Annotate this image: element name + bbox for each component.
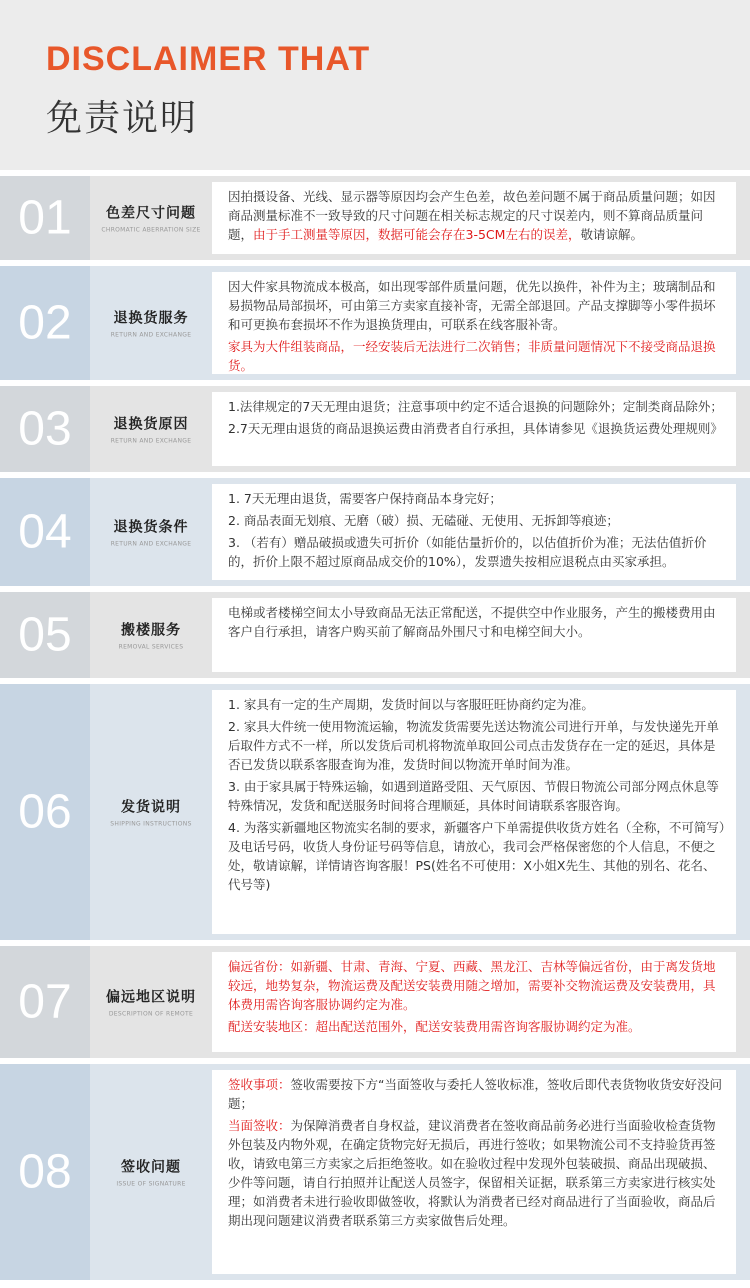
paragraph bbox=[228, 695, 726, 714]
section-label bbox=[96, 620, 206, 651]
section-title: 色差尺寸问题 bbox=[106, 205, 196, 222]
paragraph bbox=[228, 489, 726, 508]
paragraph bbox=[228, 397, 726, 416]
title-cn: 免责说明 bbox=[46, 98, 199, 139]
section-subtitle: CHROMATIC ABERRATION SIZE bbox=[101, 226, 201, 234]
section-number: 08 bbox=[18, 1145, 72, 1199]
section-label bbox=[96, 203, 206, 234]
section-subtitle: RETURN AND EXCHANGE bbox=[110, 437, 192, 445]
section-05 bbox=[0, 592, 750, 678]
section-content bbox=[212, 392, 736, 466]
section-subtitle: RETURN AND EXCHANGE bbox=[110, 540, 192, 548]
header bbox=[0, 0, 750, 170]
body-text: 电梯或者楼梯空间太小导致商品无法正常配送，不提供空中作业服务，产生的搬楼费用由客户自行承担，请客户购买前了解商品外围尺寸和电梯空间大小。 bbox=[228, 605, 716, 639]
paragraph bbox=[228, 957, 726, 1014]
title-en: DISCLAIMER THAT bbox=[46, 40, 371, 78]
section-number: 05 bbox=[18, 608, 72, 662]
paragraph bbox=[228, 187, 726, 244]
section-label bbox=[96, 797, 206, 828]
section-number: 04 bbox=[18, 505, 72, 559]
body-text: 1.法律规定的7天无理由退货；注意事项中约定不适合退换的问题除外；定制类商品除外； bbox=[228, 399, 723, 414]
section-subtitle: SHIPPING INSTRUCTIONS bbox=[110, 820, 192, 828]
section-title: 退换货服务 bbox=[113, 310, 189, 327]
highlight-text: 偏远省份：如新疆、甘肃、青海、宁夏、西藏、黑龙江、吉林等偏远省份，由于离发货地较远，地势复杂，物流运费及配送安装费用随之增加，需要补交物流运费及安装费用，具体费用需咨询客服协调约定为准。 bbox=[228, 959, 716, 1012]
section-number-column bbox=[0, 176, 90, 260]
body-text: 因拍摄设备、光线、显示器等原因均会产生色差，故色差问题不属于商品质量问题；如因商品测量标准不一致导致的尺寸问题在相关标志规定的尺寸误差内，则不算商品质量问题， bbox=[228, 189, 716, 242]
paragraph bbox=[228, 1017, 726, 1036]
body-text: 敬请谅解。 bbox=[580, 227, 643, 242]
section-08 bbox=[0, 1064, 750, 1280]
body-text: 2. 家具大件统一使用物流运输，物流发货需要先送达物流公司进行开单，与发快递先开单后取件方式不一样，所以发货后司机将物流单取回公司点击发货存在一定的延迟，具体是否已发货以联系客服查询为准，发货时间以物流开单时间为准。 bbox=[228, 719, 719, 772]
section-number-column bbox=[0, 946, 90, 1058]
section-content bbox=[212, 272, 736, 374]
highlight-text: 当面签收： bbox=[228, 1118, 291, 1133]
body-text: 为保障消费者自身权益，建议消费者在签收商品前务必进行当面验收检查货物外包装及内物外观，在确定货物完好无损后，再进行签收；如果物流公司不支持验货再签收，请致电第三方卖家之后拒绝签收。如在验收过程中发现外包装破损、商品出现破损、少件等问题，请自行拍照并让配送人员签字，保留相关证据，联系第三方卖家进行核实处理；如消费者未进行验收即做签收，将默认为消费者已经对商品进行了当面验收，商品后期出现问题建议消费者联系第三方卖家做售后处理。 bbox=[228, 1118, 716, 1228]
section-title: 签收问题 bbox=[121, 1159, 181, 1176]
section-label bbox=[96, 1157, 206, 1188]
section-content bbox=[212, 1070, 736, 1274]
paragraph bbox=[228, 777, 726, 815]
section-content bbox=[212, 182, 736, 254]
section-subtitle: DESCRIPTION OF REMOTE bbox=[108, 1010, 194, 1018]
body-text: 1. 家具有一定的生产周期，发货时间以与客服旺旺协商约定为准。 bbox=[228, 697, 594, 712]
body-text: 3. 由于家具属于特殊运输，如遇到道路受阻、天气原因、节假日物流公司部分网点休息等特殊情况，发货和配送服务时间将合理顺延，具体时间请联系客服咨询。 bbox=[228, 779, 719, 813]
highlight-text: 家具为大件组装商品，一经安装后无法进行二次销售；非质量问题情况下不接受商品退换货。 bbox=[228, 339, 716, 373]
paragraph bbox=[228, 1116, 726, 1230]
section-number: 02 bbox=[18, 296, 72, 350]
highlight-text: 由于手工测量等原因，数据可能会存在3-5CM左右的误差， bbox=[253, 227, 581, 242]
section-number-column bbox=[0, 592, 90, 678]
section-content bbox=[212, 952, 736, 1052]
paragraph bbox=[228, 337, 726, 375]
section-06 bbox=[0, 684, 750, 940]
highlight-text: 签收事项： bbox=[228, 1077, 291, 1092]
body-text: 签收需要按下方“当面签收与委托人签收标准，签收后即代表货物收货安好没问题； bbox=[228, 1077, 722, 1111]
section-label bbox=[96, 517, 206, 548]
paragraph bbox=[228, 1075, 726, 1113]
section-subtitle: RETURN AND EXCHANGE bbox=[110, 331, 192, 339]
section-04 bbox=[0, 478, 750, 586]
section-07 bbox=[0, 946, 750, 1058]
section-title: 偏远地区说明 bbox=[106, 989, 196, 1006]
paragraph bbox=[228, 277, 726, 334]
section-subtitle: REMOVAL SERVICES bbox=[118, 643, 184, 651]
body-text: 3. （若有）赠品破损或遗失可折价（如能估量折价的，以估值折价为准；无法估值折价的，折价上限不超过原商品成交价的10%），发票遗失按相应退税点由买家承担。 bbox=[228, 535, 707, 569]
section-number-column bbox=[0, 478, 90, 586]
section-subtitle: ISSUE OF SIGNATURE bbox=[116, 1180, 186, 1188]
section-number-column bbox=[0, 386, 90, 472]
paragraph bbox=[228, 511, 726, 530]
paragraph bbox=[228, 419, 726, 438]
section-number: 03 bbox=[18, 402, 72, 456]
section-content bbox=[212, 598, 736, 672]
section-label bbox=[96, 308, 206, 339]
section-number-column bbox=[0, 266, 90, 380]
body-text: 2.7天无理由退货的商品退换运费由消费者自行承担，具体请参见《退换货运费处理规则》 bbox=[228, 421, 723, 436]
section-01 bbox=[0, 176, 750, 260]
body-text: 因大件家具物流成本极高，如出现零部件质量问题，优先以换件，补件为主；玻璃制品和易损物品局部损坏，可由第三方卖家直接补寄，无需全部退回。产品支撑脚等小零件损坏和可更换布套损坏不作为退换货理由，可联系在线客服补寄。 bbox=[228, 279, 716, 332]
section-label bbox=[96, 414, 206, 445]
section-number-column bbox=[0, 684, 90, 940]
paragraph bbox=[228, 603, 726, 641]
body-text: 4. 为落实新疆地区物流实名制的要求，新疆客户下单需提供收货方姓名（全称，不可简写）及电话号码，收货人身份证号码等信息，请放心，我司会严格保密您的个人信息，不便之处，敬请谅解，详情请咨询客服！PS(姓名不可使用：X小姐X先生、其他的别名、花名、代号等) bbox=[228, 820, 726, 892]
section-number: 06 bbox=[18, 785, 72, 839]
body-text: 2. 商品表面无划痕、无磨（破）损、无磕碰、无使用、无拆卸等痕迹； bbox=[228, 513, 619, 528]
section-number: 07 bbox=[18, 975, 72, 1029]
section-content bbox=[212, 484, 736, 580]
body-text: 1. 7天无理由退货，需要客户保持商品本身完好； bbox=[228, 491, 502, 506]
section-title: 发货说明 bbox=[121, 799, 181, 816]
section-title: 退换货原因 bbox=[113, 416, 189, 433]
section-number-column bbox=[0, 1064, 90, 1280]
section-number: 01 bbox=[18, 191, 72, 245]
paragraph bbox=[228, 533, 726, 571]
paragraph bbox=[228, 717, 726, 774]
section-title: 搬楼服务 bbox=[121, 622, 181, 639]
section-02 bbox=[0, 266, 750, 380]
section-content bbox=[212, 690, 736, 934]
section-03 bbox=[0, 386, 750, 472]
highlight-text: 配送安装地区：超出配送范围外，配送安装费用需咨询客服协调约定为准。 bbox=[228, 1019, 641, 1034]
section-title: 退换货条件 bbox=[113, 519, 189, 536]
section-label bbox=[96, 987, 206, 1018]
paragraph bbox=[228, 818, 726, 894]
